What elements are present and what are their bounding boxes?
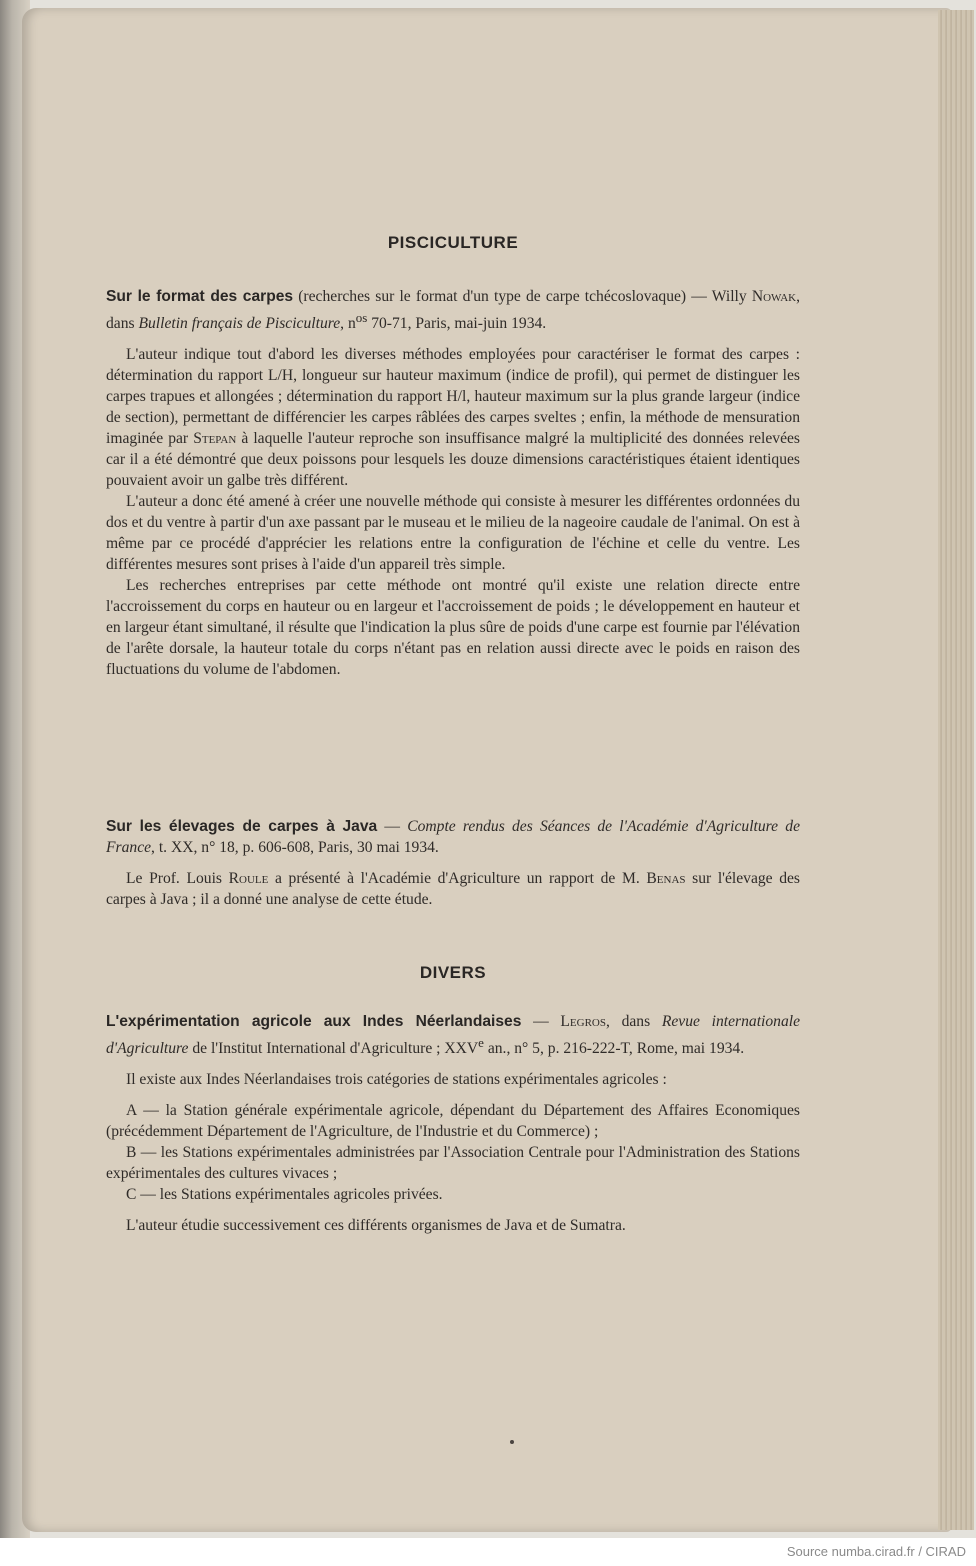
paragraph: L'auteur étudie successivement ces différents organismes de Java et de Sumatra. [126,1217,626,1235]
paragraph: Il existe aux Indes Néerlandaises trois catégories de stations expérimentales agricoles : [126,1071,667,1089]
reference-sup: os [355,310,368,325]
article-reference: Sur les élevages de carpes à Java — Compte rendus des Séances de l'Académie d'Agriculture de France, t. XX, n° 18, p. 606-608, Paris, 30 mai 1934. [106,818,800,856]
list-item: B — les Stations expérimentales administrées par l'Association Centrale pour l'Administration des Stations expérimentales des cultures vivaces ; [106,1144,800,1183]
reference-text: de l'Institut International d'Agriculture ; XXV [188,1040,479,1058]
section-heading-divers: DIVERS [419,963,487,982]
article-title: L'expérimentation agricole aux Indes Néerlandaises [106,1013,522,1030]
journal-title: Revue internationale d'Agriculture [106,1013,801,1058]
article-title: Sur les élevages de carpes à Java [106,818,378,835]
list-item: C — les Stations expérimentales agricoles privées. [126,1186,443,1204]
paragraph: L'auteur indique tout d'abord les diverses méthodes employées pour caractériser le format des carpes : détermination du rapport L/H, longueur sur hauteur maximum (indice de profil), qui permet de distinguer les carpes trapues et allongées ; détermination du rapport H/l, hauteur maximum sur la plus grande largeur (indice de section), permettant de différencier les carpes râblées des carpes sveltes ; enfin, la méthode de mensuration imaginée par Stepan à laquelle l'auteur reproche son insuffisance malgré la multiplicité des données relevées car il a été démontré que deux poissons pour lesquels les douze dimensions caractéristiques étaient identiques pouvaient avoir un galbe très différent. [106,346,800,490]
reference-text: , n [340,315,356,333]
reference-text: (recherches sur le format d'un type de carpe tchécoslovaque) — Willy [293,288,752,305]
article-format-carpes [106,286,800,680]
section-heading-pisciculture: PISCICULTURE [387,233,519,252]
paragraph: Les recherches entreprises par cette méthode ont montré qu'il existe une relation directe entre l'accroissement du corps en hauteur ou en largeur et l'accroissement de poids ; le développement en hauteur et en largeur étant simultané, il résulte que l'indication la plus sûre de poids d'une carpe est fournie par l'élévation de l'arête dorsale, la hauteur totale du corps n'étant pas en relation aussi directe avec le poids en raison des fluctuations du volume de l'abdomen. [106,577,800,679]
ink-speck [510,1440,514,1444]
reference-text: an., n° 5, p. 216-222-T, Rome, mai 1934. [483,1040,745,1058]
person-name: Stepan [193,430,237,448]
reference-text: 70-71, Paris, mai-juin 1934. [367,315,547,333]
paragraph: Le Prof. Louis Roule a présenté à l'Académie d'Agriculture un rapport de M. Benas sur l'élevage des carpes à Java ; il a donné une analyse de cette étude. [106,870,801,908]
article-title: Sur le format des carpes [106,288,294,305]
author-name: Legros [560,1013,606,1030]
article-elevages-java [106,816,800,910]
person-name: Roule [228,870,269,887]
page-stack-edge [938,10,974,1530]
journal-title: Compte rendus des Séances de l'Académie d'Agriculture de France [106,818,800,856]
person-name: Benas [646,870,686,887]
list-item: A — la Station générale expérimentale agricole, dépendant du Département des Affaires Economiques (précédemment Département de l'Agriculture, de l'Industrie et du Commerce) ; [106,1102,800,1141]
source-footer: Source numba.cirad.fr / CIRAD [786,1544,966,1559]
journal-title: Bulletin français de Pisciculture [138,315,341,333]
reference-text: , dans [106,288,800,333]
reference-text: , t. XX, n° 18, p. 606-608, Paris, 30 mai 1934. [151,839,439,856]
article-indes-neerlandaises [106,1011,800,1236]
article-reference: L'expérimentation agricole aux Indes Néerlandaises — Legros, dans Revue internationale d'Agriculture de l'Institut International d'Agriculture ; XXVe an., n° 5, p. 216-222-T, Rome, mai 1934. [106,1013,801,1058]
author-name: Nowak [751,288,797,305]
article-reference [106,286,800,334]
reference-sup: e [478,1035,484,1050]
paragraph: L'auteur a donc été amené à créer une nouvelle méthode qui consiste à mesurer les différentes ordonnées du dos et du ventre à partir d'un axe passant par le museau et le milieu de la nageoire caudale de l'animal. On est à même par ce procédé d'apprécier les relations entre la configuration de l'échine et celle du ventre. Les différentes mesures sont prises à l'aide d'un appareil très simple. [106,493,800,574]
